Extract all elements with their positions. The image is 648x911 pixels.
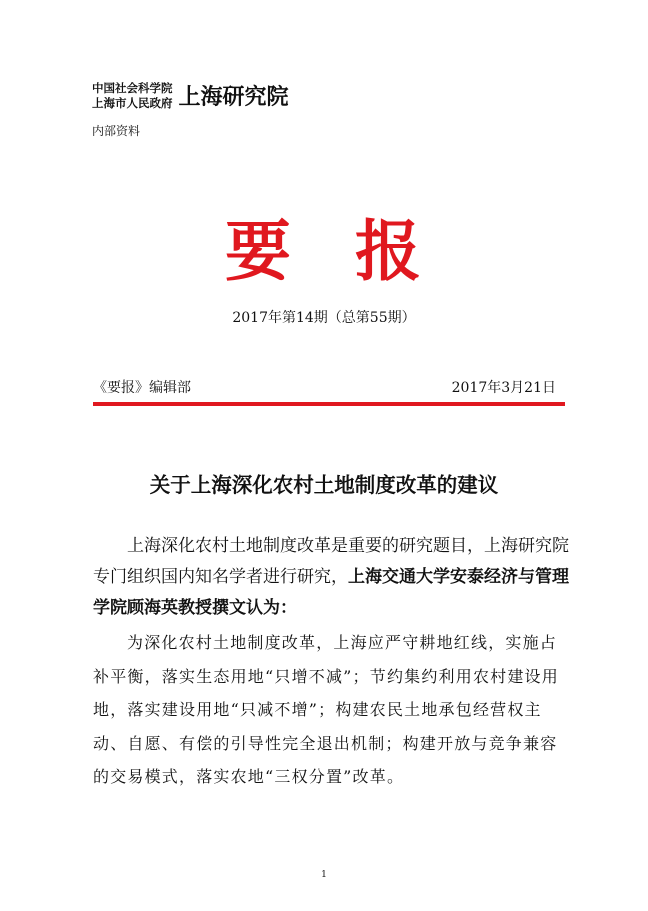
publication-date: 2017年3月21日 <box>451 380 556 396</box>
masthead-title-char-2: 报 <box>355 212 423 290</box>
institution-header <box>92 80 289 111</box>
institution-lines <box>92 81 173 111</box>
intro-author: 上海交通大学安泰经济与管理学院顾海英教授撰文认为： <box>93 567 569 618</box>
page-number: 1 <box>321 870 327 880</box>
masthead-title-char-1: 要 <box>225 212 293 290</box>
article-intro <box>93 531 569 624</box>
article-title: 关于上海深化农村土地制度改革的建议 <box>149 473 499 497</box>
institution-line-1: 中国社会科学院 <box>92 80 173 95</box>
red-divider <box>93 402 565 406</box>
masthead-title <box>0 198 648 293</box>
editor-department: 《要报》编辑部 <box>93 380 191 396</box>
institution-name: 上海研究院 <box>178 84 289 110</box>
institution-line-2: 上海市人民政府 <box>92 95 173 110</box>
classification-label: 内部资料 <box>92 124 141 138</box>
intro-text: 上海深化农村土地制度改革是重要的研究题目，上海研究院专门组织国内知名学者进行研究， <box>93 536 569 587</box>
issue-number: 2017年第14期（总第55期） <box>232 310 416 326</box>
article-summary: 为深化农村土地制度改革，上海应严守耕地红线，实施占补平衡，落实生态用地“只增不减”；节约集约利用农村建设用地，落实建设用地“只减不增”；构建农民土地承包经营权主动、自愿、有偿的引导性完全退出机制；构建开放与竞争兼容的交易模式，落实农地“三权分置”改革。 <box>93 633 559 786</box>
